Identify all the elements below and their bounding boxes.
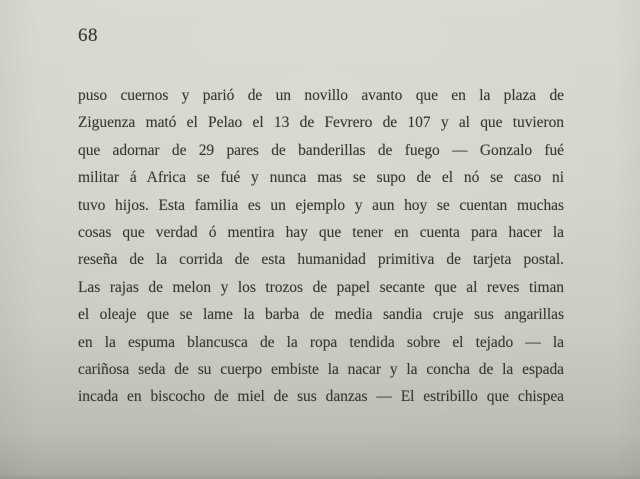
text-line: tuvo hijos. Esta familia es un ejemplo y aun hoy se cuentan muchas: [78, 196, 564, 214]
text-line: Las rajas de melon y los trozos de papel secante que al reves timan: [78, 278, 564, 296]
text-line: Ziguenza mató el Pelao el 13 de Fevrero de 107 y al que tuvieron: [78, 114, 564, 132]
paragraph-text: [78, 82, 564, 411]
text-line: militar á Africa se fué y nunca mas se supo de el nó se caso ni: [78, 169, 564, 187]
page-number: 68: [78, 25, 98, 46]
text-line: cariñosa seda de su cuerpo embiste la nacar y la concha de la espada: [78, 360, 564, 378]
text-line: en la espuma blancusca de la ropa tendida sobre el tejado — la: [78, 333, 564, 351]
text-line: puso cuernos y parió de un novillo avanto que en la plaza de: [78, 87, 564, 104]
text-line: reseña de la corrida de esta humanidad primitiva de tarjeta postal.: [78, 251, 564, 269]
text-line: cosas que verdad ó mentira hay que tener en cuenta para hacer la: [78, 223, 564, 241]
text-line: incada en biscocho de miel de sus danzas — El estribillo que chispea: [78, 388, 564, 406]
text-line: el oleaje que se lame la barba de media sandia cruje sus angarillas: [78, 306, 564, 324]
text-line: que adornar de 29 pares de banderillas de fuego — Gonzalo fué: [78, 141, 564, 159]
